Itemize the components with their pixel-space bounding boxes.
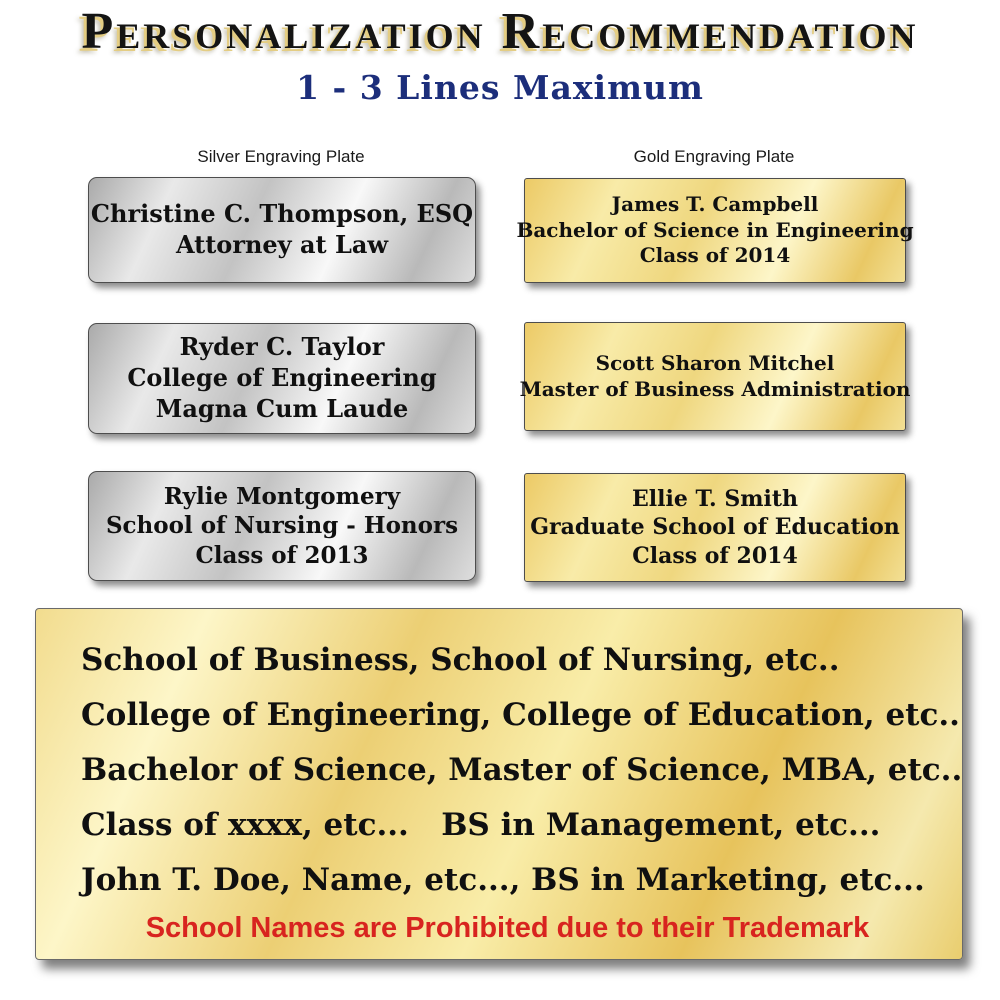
example-gold-plate (35, 608, 963, 960)
gold-column-header: Gold Engraving Plate (633, 147, 795, 166)
engraving-line: Bachelor of Science in Engineering (516, 217, 914, 242)
engraving-line: College of Engineering (127, 363, 437, 393)
example-line: Bachelor of Science, Master of Science, MBA, etc.. (81, 752, 963, 788)
engraving-line: Graduate School of Education (530, 514, 900, 541)
engraving-line: Christine C. Thompson, ESQ (90, 199, 474, 229)
silver-plate-3 (88, 471, 476, 581)
example-line: John T. Doe, Name, etc..., BS in Marketing, etc... (81, 862, 925, 898)
engraving-line: Class of 2014 (632, 542, 798, 569)
example-line: College of Engineering, College of Education, etc.. (81, 697, 960, 733)
silver-column-header: Silver Engraving Plate (197, 147, 365, 166)
engraving-line: Ellie T. Smith (631, 486, 799, 513)
example-line: Class of xxxx, etc... BS in Management, etc... (81, 807, 881, 843)
engraving-line: Rylie Montgomery (163, 482, 401, 510)
engraving-line: James T. Campbell (611, 192, 819, 217)
gold-plate-3 (524, 473, 906, 582)
gold-plate-1 (516, 178, 914, 283)
engraving-line: Ryder C. Taylor (179, 332, 385, 362)
engraving-line: School of Nursing - Honors (105, 512, 459, 540)
gold-plate-2 (519, 322, 911, 431)
page-subtitle: 1 - 3 Lines Maximum (296, 68, 704, 107)
engraving-line: Magna Cum Laude (155, 393, 409, 423)
engraving-line: Class of 2014 (639, 243, 791, 268)
engraving-line: Class of 2013 (195, 541, 369, 569)
engraving-line: Attorney at Law (175, 230, 389, 259)
page-title: Personalization Recommendation (81, 3, 919, 60)
engraving-line: Master of Business Administration (519, 376, 911, 401)
engraving-line: Scott Sharon Mitchel (595, 350, 835, 375)
silver-plate-1 (88, 177, 476, 283)
example-line: School of Business, School of Nursing, etc.. (81, 642, 840, 678)
silver-plate-2 (88, 323, 476, 434)
trademark-warning: School Names are Prohibited due to their Trademark (145, 912, 870, 944)
